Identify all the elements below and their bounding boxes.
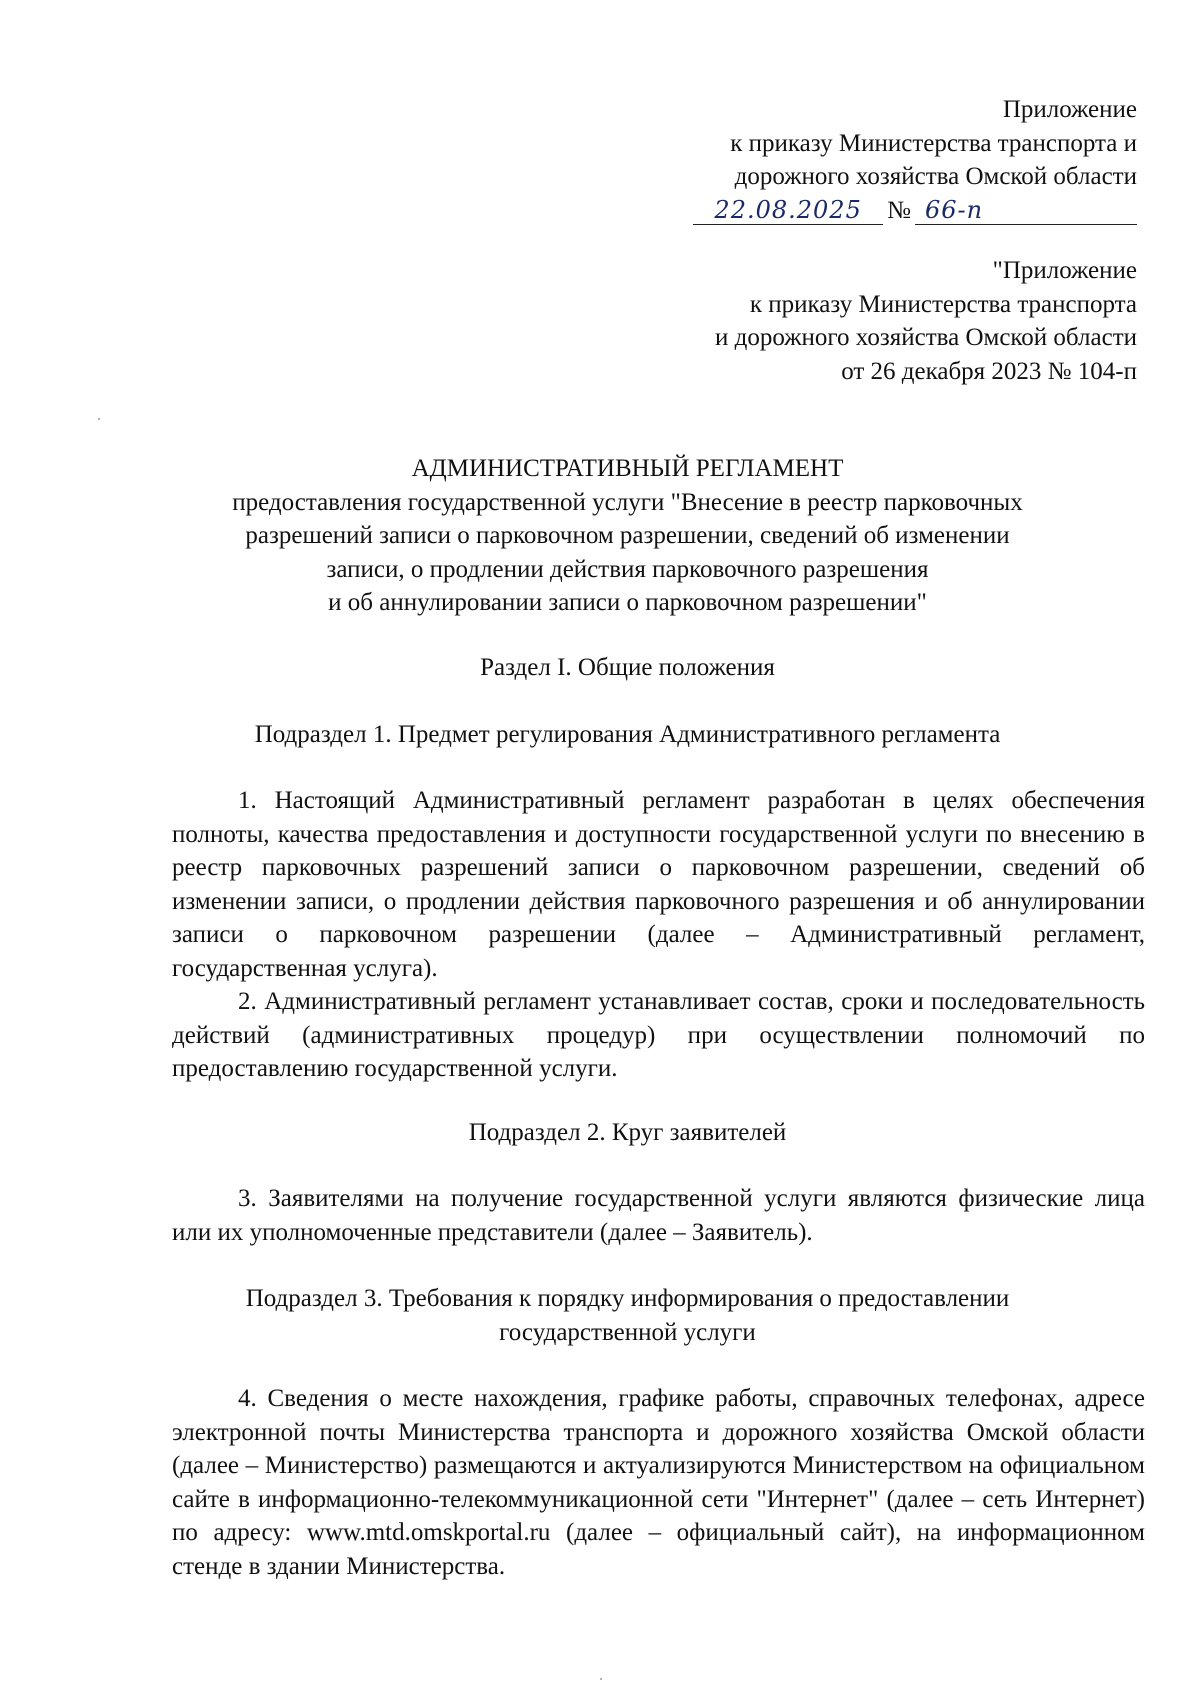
attachment-old-line3: и дорожного хозяйства Омской области xyxy=(715,324,1137,351)
attachment-old-block xyxy=(715,254,1137,388)
title-sub-line4: и об аннулировании записи о парковочном разрешении" xyxy=(328,589,927,616)
document-title: АДМИНИСТРАТИВНЫЙ РЕГЛАМЕНТ xyxy=(411,455,844,482)
document-title-block xyxy=(160,452,1095,620)
paragraph-1: 1. Настоящий Административный регламент разработан в целях обеспечения полноты, качества предоставления и доступности государственной услуги по внесению в реестр парковочных разрешений записи о парковочном разрешении, сведений об изменении записи, о продлении действия парковочного разрешения и об аннулировании записи о парковочном разрешении (далее – Административный регламент, государственная услуга). xyxy=(172,787,1145,982)
subsection3-heading-line1: Подраздел 3. Требования к порядку информирования о предоставлении xyxy=(245,1285,1010,1312)
attachment-new-line3: дорожного хозяйства Омской области xyxy=(734,163,1137,190)
subsection3-heading-block xyxy=(160,1282,1095,1349)
subsection1-body xyxy=(172,784,1145,1086)
number-sign: № xyxy=(887,196,911,224)
subsection1-heading-block xyxy=(160,718,1095,752)
title-sub-line3: записи, о продлении действия парковочного разрешения xyxy=(326,555,929,583)
paragraph-2: 2. Административный регламент устанавливает состав, сроки и последовательность действий (административных процедур) при осуществлении полномочий по предоставлению государственной услуги. xyxy=(172,988,1145,1082)
attachment-old-line2: к приказу Министерства транспорта xyxy=(749,290,1137,318)
attachment-old-line1: "Приложение xyxy=(992,257,1137,284)
title-sub-line1: предоставления государственной услуги "Внесение в реестр парковочных xyxy=(232,488,1023,516)
handwritten-date: 22.08.2025 xyxy=(693,196,883,225)
scan-speck xyxy=(98,418,100,420)
paragraph-3: 3. Заявителями на получение государственной услуги являются физические лица или их уполномоченные представители (далее – Заявитель). xyxy=(172,1185,1145,1246)
subsection2-body xyxy=(172,1182,1145,1249)
subsection1-heading: Подраздел 1. Предмет регулирования Административного регламента xyxy=(254,721,1001,748)
attachment-old-line4: от 26 декабря 2023 № 104-п xyxy=(841,357,1137,385)
attachment-new-line1: Приложение xyxy=(1002,96,1137,123)
subsection3-body xyxy=(172,1382,1145,1583)
attachment-new-line2: к приказу Министерства транспорта и xyxy=(730,129,1137,157)
subsection2-heading: Подраздел 2. Круг заявителей xyxy=(468,1119,787,1146)
subsection2-heading-block xyxy=(160,1116,1095,1150)
subsection3-heading-line2: государственной услуги xyxy=(499,1318,756,1346)
date-number-line xyxy=(693,194,1137,228)
title-sub-line2: разрешений записи о парковочном разрешении, сведений об изменении xyxy=(245,522,1010,549)
scan-speck xyxy=(600,1678,602,1680)
attachment-new-block xyxy=(693,93,1137,227)
section1-heading: Раздел I. Общие положения xyxy=(480,654,775,681)
paragraph-4: 4. Сведения о месте нахождения, графике работы, справочных телефонах, адресе электронной почты Министерства транспорта и дорожного хозяйства Омской области (далее – Министерство) размещаются и актуализируются Министерством на официальном сайте в информационно-телекоммуникационной сети "Интернет" (далее – сеть Интернет) по адресу: www.mtd.omskportal.ru (далее – официальный сайт), на информационном стенде в здании Министерства. xyxy=(172,1385,1145,1580)
section-heading xyxy=(160,651,1095,685)
handwritten-number: 66-п xyxy=(915,196,1137,225)
